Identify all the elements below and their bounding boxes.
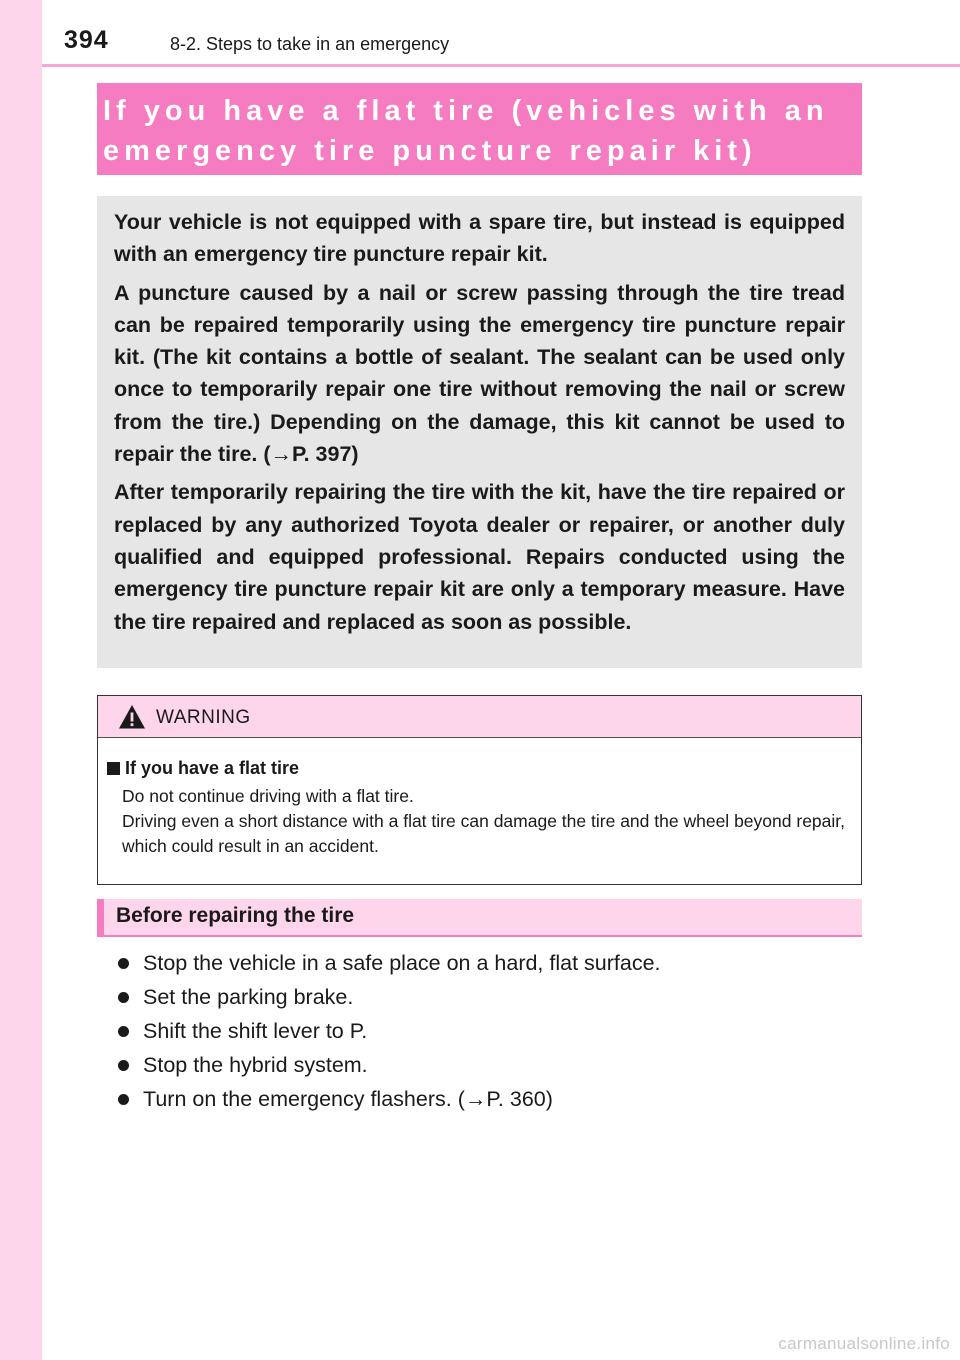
step-text: Stop the vehicle in a safe place on a hard, flat surface. [143,950,661,975]
bullet-icon [118,992,129,1003]
list-item [118,1014,858,1048]
list-item [118,1048,858,1082]
intro-paragraph-1: Your vehicle is not equipped with a spare tire, but instead is equipped with an emergency tire puncture repair kit. [114,210,845,267]
side-color-strip [0,0,42,1360]
list-item [118,980,858,1014]
list-item [118,946,858,980]
intro-paragraph-2: A puncture caused by a nail or screw passing through the tire tread can be repaired temporarily using the emergency tire puncture repair kit. (The kit contains a bottle of sealant. The sealant can be used only once to temporarily repair one tire without removing the nail or screw from the tire.) Depending on the damage, this kit cannot be used to repair the tire. (→P. 397) [114,280,845,467]
section-label: 8-2. Steps to take in an emergency [170,34,450,54]
warning-label: WARNING [156,707,251,728]
title-line-2: emergency tire puncture repair kit) [103,135,757,167]
step-text: Set the parking brake. [143,984,354,1009]
intro-paragraph-3: After temporarily repairing the tire with the kit, have the tire repaired or replaced by any authorized Toyota dealer or repairer, or another duly qualified and equipped professional. Repairs conducted using the emergency tire puncture repair kit are only a temporary measure. Have the tire repaired and replaced as soon as possible. [114,480,845,634]
step-text: Shift the shift lever to P. [143,1018,368,1043]
warning-item-title-text: If you have a flat tire [125,758,300,778]
warning-triangle-icon [118,704,146,730]
steps-list [118,946,858,1116]
bullet-icon [118,958,129,969]
page-header [42,0,960,70]
warning-body [98,738,861,859]
warning-box [97,695,862,885]
page-title [97,83,862,175]
title-line-1: If you have a flat tire (vehicles with an [103,95,829,127]
step-text: Stop the hybrid system. [143,1052,368,1077]
section-heading-before-repair: Before repairing the tire [97,899,862,937]
warning-text-1: Do not continue driving with a flat tire. [122,786,414,806]
warning-header [98,696,861,738]
bullet-icon [118,1060,129,1071]
header-rule [42,64,960,67]
intro-box [97,196,862,668]
bullet-icon [118,1026,129,1037]
warning-item-title [104,758,845,779]
page-number: 394 [64,26,109,54]
square-bullet-icon [107,762,120,775]
watermark: carmanualsonline.info [778,1334,950,1353]
step-text: Turn on the emergency flashers. (→P. 360) [143,1086,553,1111]
list-item [118,1082,858,1116]
warning-text-2: Driving even a short distance with a flat tire can damage the tire and the wheel beyond repair, which could result in an accident. [122,811,845,856]
bullet-icon [118,1094,129,1105]
